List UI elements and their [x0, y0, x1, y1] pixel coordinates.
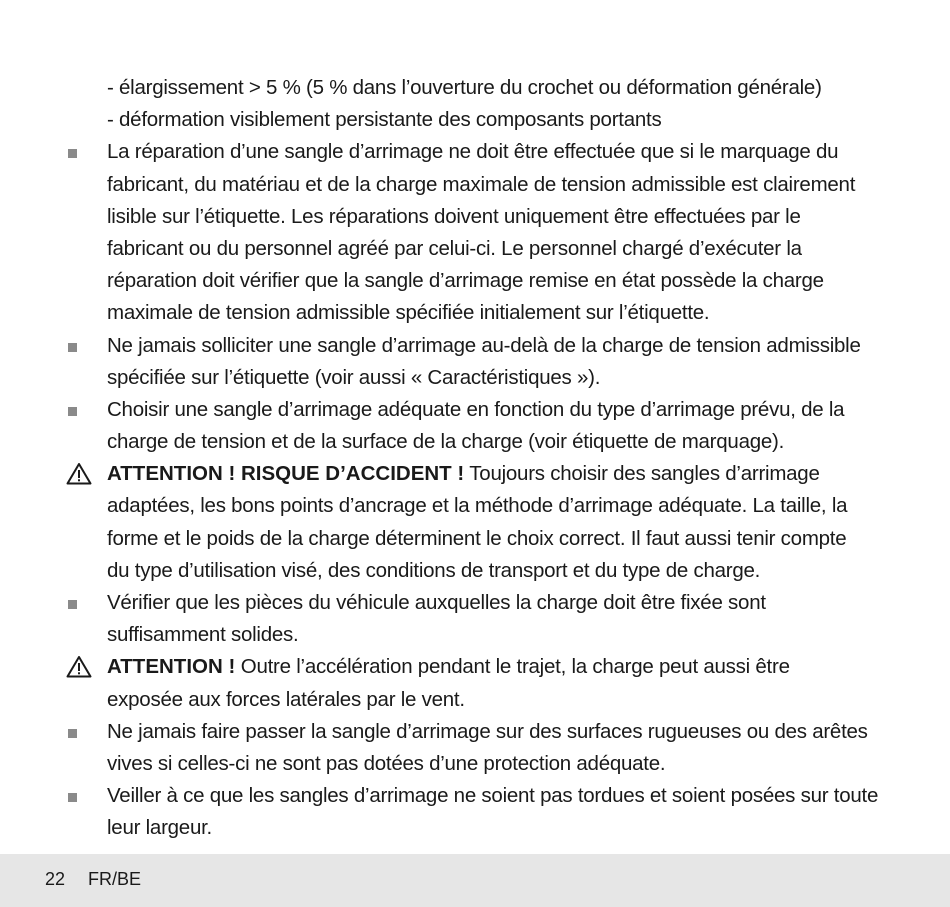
line-text: - déformation visiblement persistante des composants portants [107, 108, 662, 132]
text-line [0, 716, 950, 748]
warning-triangle-icon [66, 651, 96, 683]
language-code: FR/BE [88, 869, 142, 889]
text-line [0, 523, 950, 555]
text-line [0, 394, 950, 426]
line-text: fabricant, du matériau et de la charge maximale de tension admissible est clairement [107, 172, 856, 196]
page-footer [0, 854, 950, 907]
line-text: Veiller à ce que les sangles d’arrimage ne soient pas tordues et soient posées sur toute [107, 784, 879, 808]
text-line [0, 201, 950, 233]
square-bullet-icon [66, 716, 96, 748]
text-line [0, 684, 950, 716]
text-line [0, 780, 950, 812]
text-line [0, 426, 950, 458]
line-text: - élargissement > 5 % (5 % dans l’ouverture du crochet ou déformation générale) [107, 76, 822, 99]
line-text: exposée aux forces latérales par le vent. [107, 687, 465, 711]
square-bullet-icon [66, 330, 96, 362]
line-text: Outre l’accélération pendant le trajet, la charge peut aussi être [235, 655, 790, 679]
line-text: Choisir une sangle d’arrimage adéquate en fonction du type d’arrimage prévu, de la [107, 397, 845, 421]
text-line [0, 619, 950, 651]
text-line [0, 265, 950, 297]
text-line [0, 587, 950, 619]
line-text: Ne jamais solliciter une sangle d’arrimage au-delà de la charge de tension admissible [107, 333, 861, 357]
line-text: du type d’utilisation visé, des conditions de transport et du type de charge. [107, 558, 761, 582]
document-body [0, 72, 950, 845]
line-text: Toujours choisir des sangles d’arrimage [464, 462, 820, 486]
text-line [0, 555, 950, 587]
text-line [0, 651, 950, 683]
text-line [0, 233, 950, 265]
text-line [0, 458, 950, 490]
line-text: adaptées, les bons points d’ancrage et la méthode d’arrimage adéquate. La taille, la [107, 494, 848, 518]
line-text: vives si celles-ci ne sont pas dotées d’une protection adéquate. [107, 751, 666, 775]
line-text: Ne jamais faire passer la sangle d’arrimage sur des surfaces rugueuses ou des arêtes [107, 719, 868, 743]
line-text: La réparation d’une sangle d’arrimage ne doit être effectuée que si le marquage du [107, 140, 839, 164]
warning-label: ATTENTION ! RISQUE D’ACCIDENT ! [107, 462, 465, 486]
line-text: leur largeur. [107, 816, 213, 840]
line-text: réparation doit vérifier que la sangle d’arrimage remise en état possède la charge [107, 269, 824, 293]
text-line [0, 812, 950, 844]
line-text: suffisamment solides. [107, 623, 299, 647]
line-text: maximale de tension admissible spécifiée initialement sur l’étiquette. [107, 301, 710, 325]
line-text: charge de tension et de la surface de la charge (voir étiquette de marquage). [107, 430, 785, 454]
text-line [0, 136, 950, 168]
text-line [0, 169, 950, 201]
square-bullet-icon [66, 587, 96, 619]
page-number: 22 [45, 869, 66, 889]
line-text: lisible sur l’étiquette. Les réparations doivent uniquement être effectuées par le [107, 204, 801, 228]
line-text: forme et le poids de la charge déterminent le choix correct. Il faut aussi tenir compte [107, 526, 847, 550]
warning-label: ATTENTION ! [107, 655, 236, 679]
text-line [0, 490, 950, 522]
square-bullet-icon [66, 394, 96, 426]
line-text: spécifiée sur l’étiquette (voir aussi « Caractéristiques »). [107, 365, 601, 389]
text-line [0, 72, 950, 104]
text-line [0, 748, 950, 780]
text-line [0, 104, 950, 136]
text-line [0, 362, 950, 394]
text-line [0, 330, 950, 362]
warning-triangle-icon [66, 458, 96, 490]
text-line [0, 297, 950, 329]
line-text: fabricant ou du personnel agréé par celui-ci. Le personnel chargé d’exécuter la [107, 236, 802, 260]
square-bullet-icon [66, 780, 96, 812]
square-bullet-icon [66, 136, 96, 168]
line-text: Vérifier que les pièces du véhicule auxquelles la charge doit être fixée sont [107, 591, 766, 614]
